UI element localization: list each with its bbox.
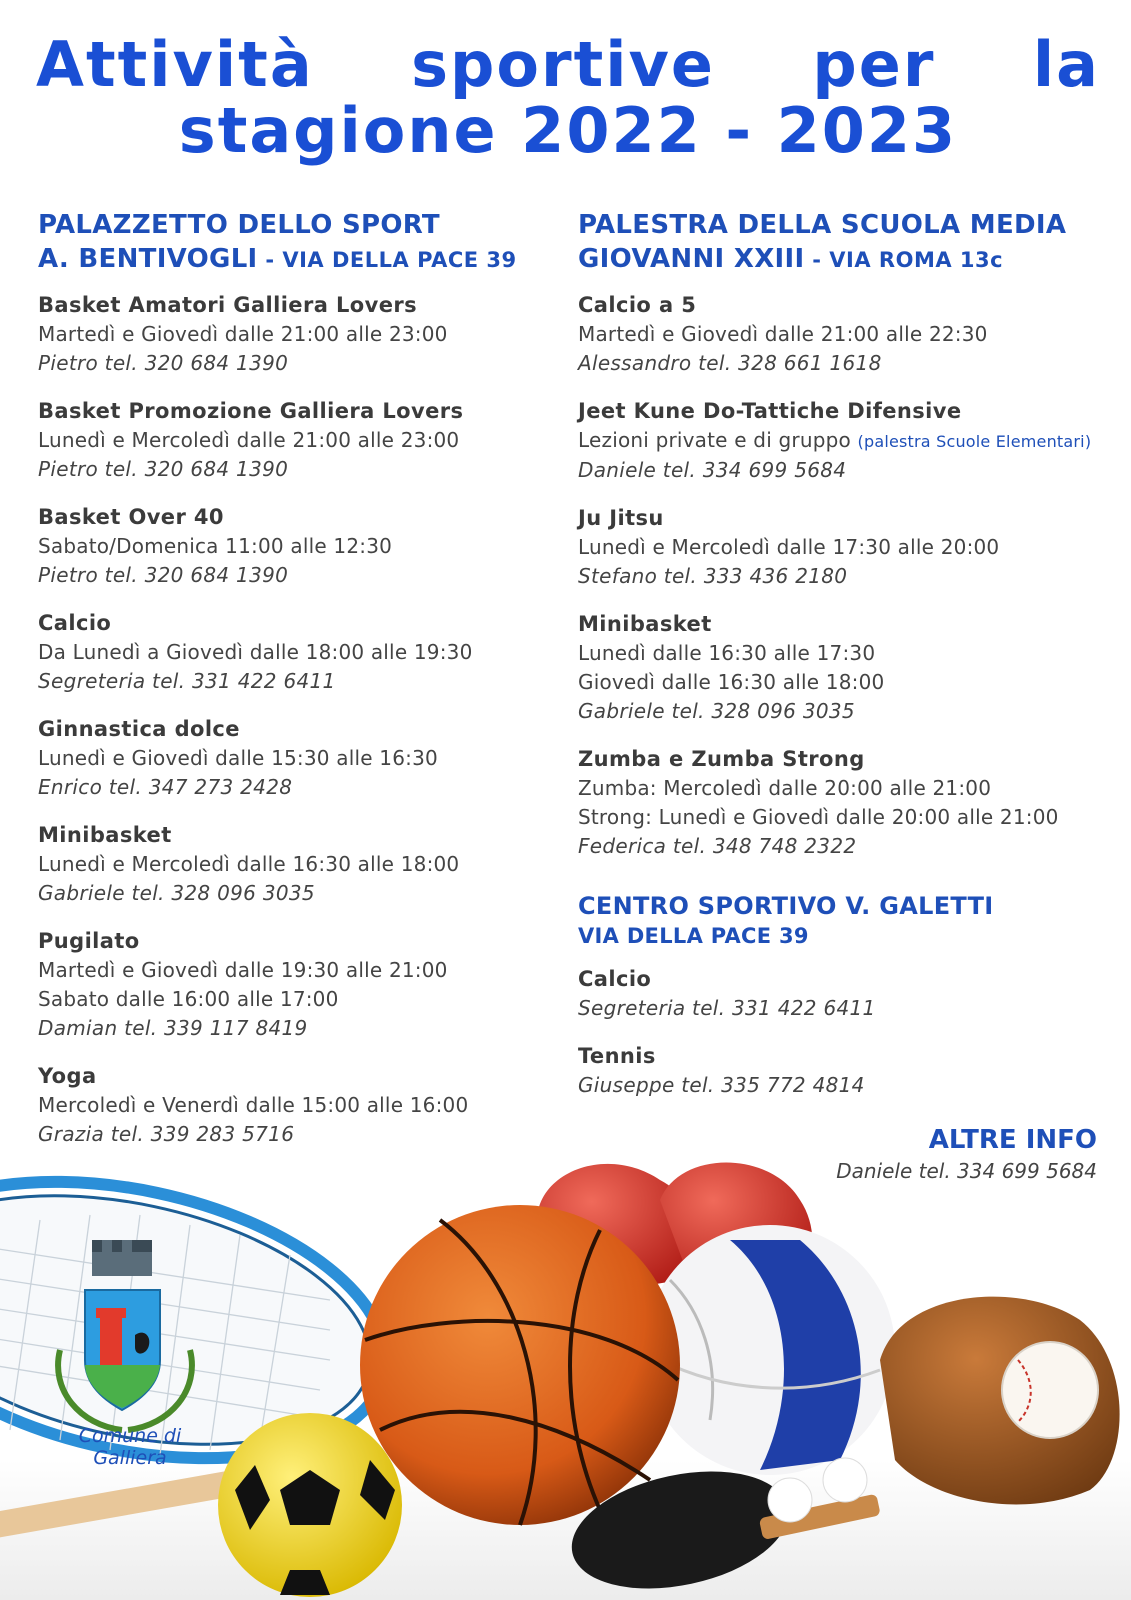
activity-item <box>38 821 558 908</box>
activity-schedule <box>38 1091 558 1120</box>
schedule-text: Martedì e Giovedì dalle 21:00 alle 23:00 <box>38 322 448 346</box>
venue-line-1: CENTRO SPORTIVO V. GALETTI <box>578 892 994 920</box>
title-word: Attività <box>36 28 314 101</box>
venue-heading-palazzetto <box>38 208 558 277</box>
activity-schedule <box>578 639 1098 668</box>
activity-item <box>38 927 558 1043</box>
activity-schedule <box>578 426 1098 456</box>
activity-name: Basket Over 40 <box>38 505 224 529</box>
activity-schedule <box>38 638 558 667</box>
venue-line-1: PALAZZETTO DELLO SPORT <box>38 210 440 240</box>
schedule-text: Sabato/Domenica 11:00 alle 12:30 <box>38 534 393 558</box>
venue-name: A. BENTIVOGLI <box>38 244 258 274</box>
activity-item <box>578 504 1098 591</box>
left-activity-list <box>38 291 558 1149</box>
venue-name: GIOVANNI XXIII <box>578 244 805 274</box>
schedule-text: Strong: Lunedì e Giovedì dalle 20:00 alle 21:00 <box>578 805 1059 829</box>
schedule-text: Lezioni private e di gruppo <box>578 428 851 452</box>
activity-contact: Enrico tel. 347 273 2428 <box>38 775 293 799</box>
activity-contact: Pietro tel. 320 684 1390 <box>38 351 289 375</box>
activity-contact: Pietro tel. 320 684 1390 <box>38 457 289 481</box>
activity-contact: Alessandro tel. 328 661 1618 <box>578 351 882 375</box>
activity-item <box>578 397 1098 485</box>
activity-schedule <box>38 956 558 985</box>
schedule-text: Martedì e Giovedì dalle 19:30 alle 21:00 <box>38 958 448 982</box>
activity-contact: Federica tel. 348 748 2322 <box>578 834 857 858</box>
activity-contact: Gabriele tel. 328 096 3035 <box>38 881 315 905</box>
activity-name: Basket Amatori Galliera Lovers <box>38 293 417 317</box>
schedule-text: Lunedì dalle 16:30 alle 17:30 <box>578 641 876 665</box>
venue-line-2 <box>578 242 1098 277</box>
schedule-text: Zumba: Mercoledì dalle 20:00 alle 21:00 <box>578 776 992 800</box>
soccer-ball-icon <box>218 1413 402 1597</box>
title-line-1 <box>36 28 1100 101</box>
crest-label: Comune di Galliera <box>78 1425 182 1469</box>
schedule-text: Giovedì dalle 16:30 alle 18:00 <box>578 670 885 694</box>
activity-contact: Pietro tel. 320 684 1390 <box>38 563 289 587</box>
basketball-icon <box>360 1205 680 1525</box>
activity-schedule <box>578 668 1098 697</box>
title-word: sportive <box>411 28 715 101</box>
activity-contact: Segreteria tel. 331 422 6411 <box>38 669 336 693</box>
activity-name: Ju Jitsu <box>578 506 664 530</box>
activity-schedule <box>38 532 558 561</box>
venue-address: - VIA ROMA 13c <box>804 248 1004 272</box>
activity-contact: Daniele tel. 334 699 5684 <box>578 458 847 482</box>
poster-title <box>36 28 1100 167</box>
left-column <box>38 208 558 1168</box>
activity-item <box>38 715 558 802</box>
activity-contact: Segreteria tel. 331 422 6411 <box>578 996 876 1020</box>
title-word: per <box>812 28 936 101</box>
activity-schedule <box>578 320 1098 349</box>
activity-item <box>38 1062 558 1149</box>
activity-item <box>578 1042 1098 1100</box>
activity-note: (palestra Scuole Elementari) <box>857 432 1092 451</box>
title-line-2: stagione 2022 - 2023 <box>178 94 958 167</box>
activity-item <box>38 397 558 484</box>
activity-schedule <box>578 774 1098 803</box>
right-activity-list-2 <box>578 965 1098 1100</box>
venue-line-2 <box>38 242 558 277</box>
venue-heading-scuola-media <box>578 208 1098 277</box>
activity-contact: Gabriele tel. 328 096 3035 <box>578 699 855 723</box>
activity-name: Minibasket <box>38 823 172 847</box>
schedule-text: Lunedì e Mercoledì dalle 16:30 alle 18:00 <box>38 852 460 876</box>
activity-schedule <box>38 320 558 349</box>
activity-name: Calcio a 5 <box>578 293 697 317</box>
activity-schedule <box>578 533 1098 562</box>
venue-line-2: VIA DELLA PACE 39 <box>578 924 809 948</box>
right-activity-list <box>578 291 1098 861</box>
baseball-glove-icon <box>880 1297 1120 1505</box>
activity-name: Calcio <box>578 967 652 991</box>
activity-contact: Giuseppe tel. 335 772 4814 <box>578 1073 865 1097</box>
schedule-text: Mercoledì e Venerdì dalle 15:00 alle 16:00 <box>38 1093 469 1117</box>
activity-item <box>38 503 558 590</box>
venue-heading-centro-sportivo <box>578 891 1098 951</box>
schedule-text: Da Lunedì a Giovedì dalle 18:00 alle 19:30 <box>38 640 473 664</box>
activity-schedule <box>578 803 1098 832</box>
activity-item <box>578 745 1098 861</box>
activity-schedule <box>38 744 558 773</box>
activity-name: Tennis <box>578 1044 656 1068</box>
schedule-text: Lunedì e Giovedì dalle 15:30 alle 16:30 <box>38 746 438 770</box>
activity-name: Basket Promozione Galliera Lovers <box>38 399 464 423</box>
schedule-text: Martedì e Giovedì dalle 21:00 alle 22:30 <box>578 322 988 346</box>
altre-info-heading: ALTRE INFO <box>928 1125 1097 1155</box>
activity-contact: Damian tel. 339 117 8419 <box>38 1016 308 1040</box>
venue-line-1: PALESTRA DELLA SCUOLA MEDIA <box>578 210 1067 240</box>
volleyball-icon <box>645 1225 895 1475</box>
activity-item <box>578 965 1098 1023</box>
activity-contact: Grazia tel. 339 283 5716 <box>38 1122 295 1146</box>
activity-name: Calcio <box>38 611 112 635</box>
title-word: la <box>1032 28 1100 101</box>
schedule-text: Lunedì e Mercoledì dalle 21:00 alle 23:00 <box>38 428 460 452</box>
venue-address: - VIA DELLA PACE 39 <box>257 248 517 272</box>
activity-name: Ginnastica dolce <box>38 717 240 741</box>
activity-schedule <box>38 850 558 879</box>
right-column <box>578 208 1098 1119</box>
schedule-text: Lunedì e Mercoledì dalle 17:30 alle 20:00 <box>578 535 1000 559</box>
activity-name: Yoga <box>38 1064 97 1088</box>
activity-item <box>578 610 1098 726</box>
activity-item <box>38 609 558 696</box>
schedule-text: Sabato dalle 16:00 alle 17:00 <box>38 987 339 1011</box>
activity-schedule <box>38 426 558 455</box>
activity-item <box>578 291 1098 378</box>
activity-name: Minibasket <box>578 612 712 636</box>
activity-item <box>38 291 558 378</box>
activity-name: Pugilato <box>38 929 140 953</box>
activity-contact: Stefano tel. 333 436 2180 <box>578 564 848 588</box>
activity-name: Jeet Kune Do-Tattiche Difensive <box>578 399 962 423</box>
activity-schedule <box>38 985 558 1014</box>
altre-info-contact: Daniele tel. 334 699 5684 <box>836 1159 1097 1183</box>
activity-name: Zumba e Zumba Strong <box>578 747 865 771</box>
